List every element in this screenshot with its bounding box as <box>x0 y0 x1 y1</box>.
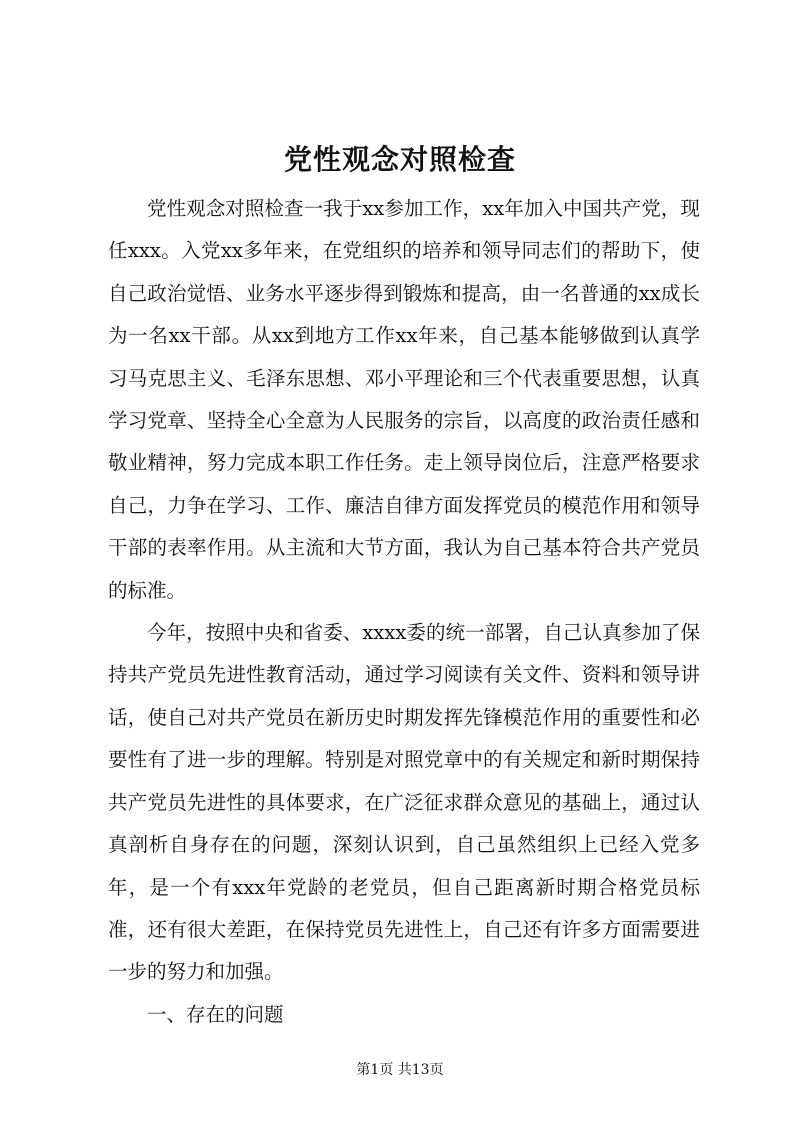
section-heading: 一、存在的问题 <box>147 1002 284 1026</box>
page-number-footer: 第1页 共13页 <box>356 1062 444 1078</box>
paragraph-1: 党性观念对照检查一我于xx参加工作，xx年加入中国共产党，现任xxx。入党xx多年来，在党组织的培养和领导同志们的帮助下，使自己政治觉悟、业务水平逐步得到锻炼和提高，由一名普通的xx成长为一名xx干部。从xx到地方工作xx年来，自己基本能够做到认真学习马克思主义、毛泽东思想、邓小平理论和三个代表重要思想，认真学习党章、坚持全心全意为人民服务的宗旨，以高度的政治责任感和敬业精神，努力完成本职工作任务。走上领导岗位后，注意严格要求自己，力争在学习、工作、廉洁自律方面发挥党员的模范作用和领导干部的表率作用。从主流和大节方面，我认为自己基本符合共产党员的标准。 <box>108 197 700 602</box>
document-body <box>108 188 700 1036</box>
document-title: 党性观念对照检查 <box>283 143 516 176</box>
paragraph-2: 今年，按照中央和省委、xxxx委的统一部署，自己认真参加了保持共产党员先进性教育活动，通过学习阅读有关文件、资料和领导讲话，使自己对共产党员在新历史时期发挥先锋模范作用的重要性和必要性有了进一步的理解。特别是对照党章中的有关规定和新时期保持共产党员先进性的具体要求，在广泛征求群众意见的基础上，通过认真剖析自身存在的问题，深刻认识到，自己虽然组织上已经入党多年，是一个有xxx年党龄的老党员，但自己距离新时期合格党员标准，还有很大差距，在保持党员先进性上，自己还有许多方面需要进一步的努力和加强。 <box>108 621 700 984</box>
